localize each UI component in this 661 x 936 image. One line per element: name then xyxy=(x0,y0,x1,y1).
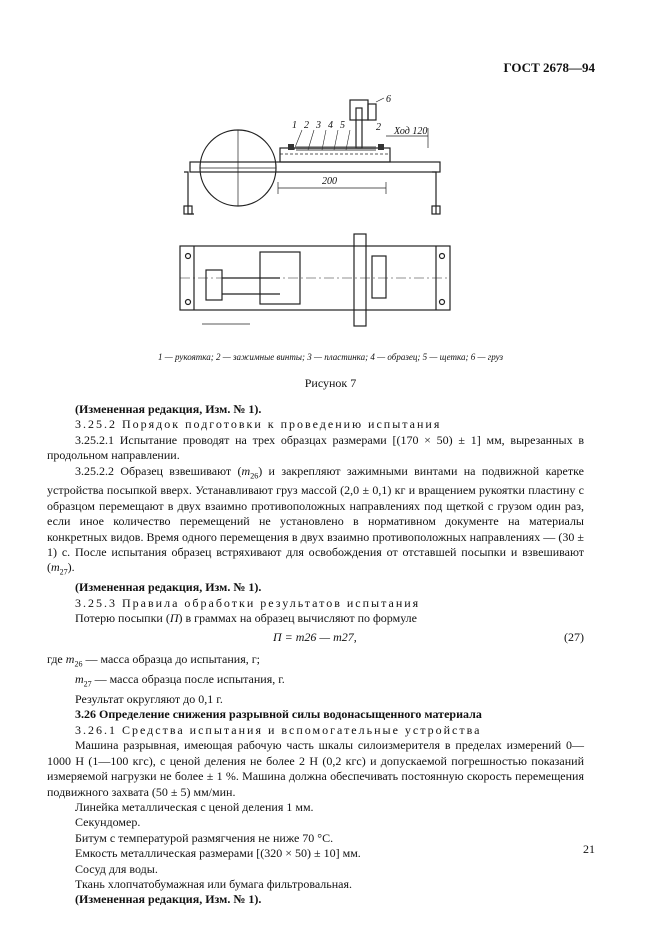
label-2: 2 xyxy=(304,120,309,131)
section-heading: 3.25.3 Правила обработки результатов испытания xyxy=(75,595,421,610)
paragraph: Емкость металлическая размерами [(320 × 50) ± 10] мм. xyxy=(75,846,361,861)
paragraph: Результат округляют до 0,1 г. xyxy=(75,692,223,707)
document-body xyxy=(47,402,584,908)
paragraph: Машина разрывная, имеющая рабочую часть шкалы силоизмерителя в пределах измерений 0—1000 Н (1—100 кгс), с ценой деления не более 2 Н (0,2 кгс) и допускаемой погрешностью показаний измеряемой нагрузки не более ± 1 %. Машина должна обеспечивать постоянную скорость перемещения подвижного захвата (50 ± 5) мм/мин. xyxy=(47,738,584,799)
where-clause: $m_{27}$ — масса образца после испытания, г. xyxy=(75,672,285,689)
stroke-label: Ход 120 xyxy=(394,126,428,137)
amendment-note: (Измененная редакция, Изм. № 1). xyxy=(75,580,262,595)
page-number: 21 xyxy=(583,842,595,856)
brush-column xyxy=(356,108,362,148)
document-code: ГОСТ 2678—94 xyxy=(503,60,595,75)
paragraph: 3.25.2.1 Испытание проводят на трех образцах размерами [(170 × 50) ± 1] мм, вырезанных в продольном направлении. xyxy=(47,432,584,463)
paragraph: Потерю посыпки (П) в граммах на образец вычисляют по формуле xyxy=(75,611,417,626)
plan-carriage xyxy=(354,234,366,326)
label-4: 4 xyxy=(328,120,333,131)
paragraph: Сосуд для воды. xyxy=(75,861,158,876)
paragraph: Битум с температурой размягчения не ниже 70 °С. xyxy=(75,830,334,845)
figure-7-drawing xyxy=(110,88,550,344)
base-plate xyxy=(190,162,440,172)
label-1: 1 xyxy=(292,120,297,131)
paragraph: Секундомер. xyxy=(75,815,141,830)
where-clause: где $m_{26}$ — масса образца до испытания, г; xyxy=(47,652,260,669)
section-heading: 3.25.2 Порядок подготовки к проведению испытания xyxy=(75,417,442,432)
label-3: 3 xyxy=(316,120,321,131)
formula-27 xyxy=(47,626,584,652)
amendment-note: (Измененная редакция, Изм. № 1). xyxy=(75,402,262,416)
figure-caption: 1 — рукоятка; 2 — зажимные винты; 3 — пластинка; 4 — образец; 5 — щетка; 6 — груз xyxy=(158,352,503,362)
section-heading: 3.26 Определение снижения разрывной силы водонасыщенного материала xyxy=(75,707,482,722)
paragraph: Ткань хлопчатобумажная или бумага фильтровальная. xyxy=(75,876,353,891)
paragraph: 3.25.2.2 Образец взвешивают $(m_{26})$ и закрепляют зажимными винтами на подвижной каретке устройства посыпкой вверх. Устанавливают груз массой (2,0 ± 0,1) кг и вращением рукоятки пластину с образцом перемещают в двух взаимно противоположных направлениях под щеткой с грузом один раз, если иное количество перемещений не установлено в нормативном документе на материалы конкретных видов. Время одного перемещения в двух взаимно противоположных направлениях — (30 ± 1) с. После испытания образец встряхивают для освобождения от отставшей посыпки и взвешивают $(m_{27})$. xyxy=(47,463,584,577)
paragraph: Линейка металлическая с ценой деления 1 мм. xyxy=(75,799,314,814)
label-6: 6 xyxy=(386,94,391,105)
formula-expression: П = m26 — m27, xyxy=(273,630,357,645)
formula-number: (27) xyxy=(564,630,584,645)
amendment-note: (Измененная редакция, Изм. № 1). xyxy=(75,892,262,907)
label-5: 5 xyxy=(340,120,345,131)
figure-title: Рисунок 7 xyxy=(304,376,357,390)
dimension-200: 200 xyxy=(322,176,337,187)
label-2b: 2 xyxy=(376,122,381,133)
section-heading: 3.26.1 Средства испытания и вспомогательные устройства xyxy=(75,722,482,737)
